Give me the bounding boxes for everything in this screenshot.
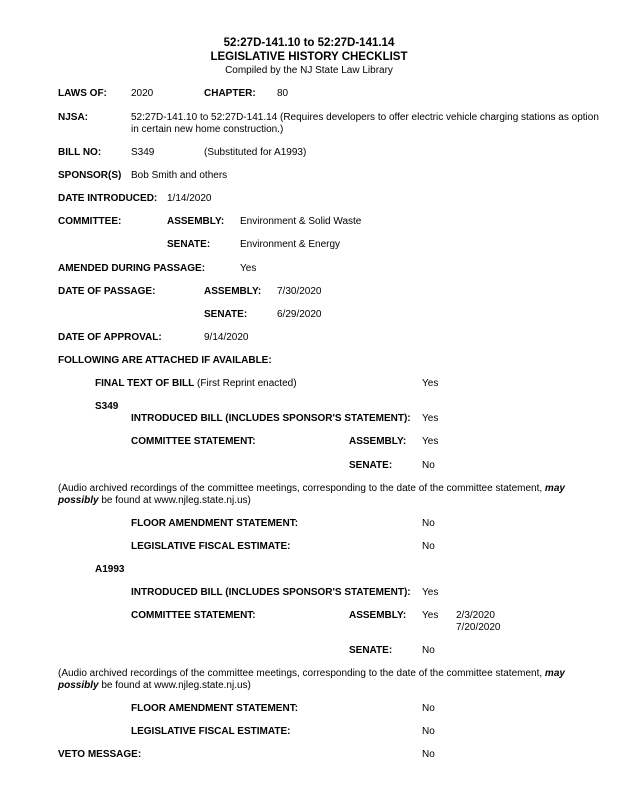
committee-senate-value: Environment & Energy [240,239,341,250]
committee-assembly-value: Environment & Solid Waste [240,216,362,227]
sponsors-value: Bob Smith and others [131,170,228,181]
s349-introduced-value: Yes [422,413,439,424]
a1993-heading: A1993 [95,564,125,575]
a1993-assembly-value: Yes [422,610,439,621]
audio-note-text-end: be found at www.njleg.state.nj.us) [98,495,251,506]
s349-assembly-label: ASSEMBLY: [349,436,407,447]
sponsors-label: SPONSOR(S) [58,170,122,181]
s349-floor-value: No [422,518,435,529]
a1993-committee-label: COMMITTEE STATEMENT: [131,610,256,621]
final-text-label: FINAL TEXT OF BILL [95,378,195,389]
s349-heading: S349 [95,401,119,412]
approval-label: DATE OF APPROVAL: [58,332,162,343]
a1993-fiscal-label: LEGISLATIVE FISCAL ESTIMATE: [131,726,291,737]
chapter-label: CHAPTER: [204,88,256,99]
committee-assembly-label: ASSEMBLY: [167,216,225,227]
veto-value: No [422,749,435,760]
audio-note [58,668,603,692]
audio-note-text: (Audio archived recordings of the committee meetings, corresponding to the date of the committee statement, [58,483,545,494]
bill-label: BILL NO: [58,147,102,158]
a1993-introduced-label: INTRODUCED BILL (INCLUDES SPONSOR'S STATEMENT): [131,587,411,598]
a1993-fiscal-value: No [422,726,435,737]
page-subtitle: Compiled by the NJ State Law Library [225,65,393,76]
passage-senate-label: SENATE: [204,309,248,320]
passage-assembly-label: ASSEMBLY: [204,286,262,297]
chapter-value: 80 [277,88,289,99]
final-text-note: (First Reprint enacted) [197,378,297,389]
a1993-floor-label: FLOOR AMENDMENT STATEMENT: [131,703,299,714]
a1993-introduced-value: Yes [422,587,439,598]
a1993-assembly-date: 7/20/2020 [456,622,501,633]
bill-value: S349 [131,147,155,158]
audio-note-text-end: be found at www.njleg.state.nj.us) [98,680,251,691]
njsa-label: NJSA: [58,112,89,123]
a1993-assembly-date: 2/3/2020 [456,610,495,621]
s349-introduced-label: INTRODUCED BILL (INCLUDES SPONSOR'S STATEMENT): [131,413,411,424]
audio-note-emphasis: may possibly [58,668,565,691]
amended-label: AMENDED DURING PASSAGE: [58,263,206,274]
committee-label: COMMITTEE: [58,216,122,227]
audio-note-emphasis: may possibly [58,483,565,506]
amended-value: Yes [240,263,257,274]
veto-label: VETO MESSAGE: [58,749,142,760]
a1993-floor-value: No [422,703,435,714]
a1993-senate-value: No [422,645,435,656]
s349-assembly-value: Yes [422,436,439,447]
committee-senate-label: SENATE: [167,239,211,250]
passage-senate-date: 6/29/2020 [277,309,322,320]
introduced-label: DATE INTRODUCED: [58,193,158,204]
introduced-value: 1/14/2020 [167,193,212,204]
s349-floor-label: FLOOR AMENDMENT STATEMENT: [131,518,299,529]
s349-senate-value: No [422,460,435,471]
s349-fiscal-label: LEGISLATIVE FISCAL ESTIMATE: [131,541,291,552]
passage-label: DATE OF PASSAGE: [58,286,156,297]
njsa-text: 52:27D-141.10 to 52:27D-141.14 (Requires developers to offer electric vehicle charging stations as option in certain new home construction.) [131,112,599,135]
a1993-senate-label: SENATE: [349,645,393,656]
audio-note-text: (Audio archived recordings of the committee meetings, corresponding to the date of the committee statement, [58,668,545,679]
page-title: 52:27D-141.10 to 52:27D-141.14 [223,37,395,49]
page-title-checklist: LEGISLATIVE HISTORY CHECKLIST [210,51,408,63]
laws-label: LAWS OF: [58,88,107,99]
attached-heading: FOLLOWING ARE ATTACHED IF AVAILABLE: [58,355,272,366]
s349-fiscal-value: No [422,541,435,552]
final-text-row [95,378,297,390]
audio-note [58,483,603,507]
s349-senate-label: SENATE: [349,460,393,471]
a1993-assembly-label: ASSEMBLY: [349,610,407,621]
final-text-value: Yes [422,378,439,389]
approval-value: 9/14/2020 [204,332,249,343]
bill-substitution-note: (Substituted for A1993) [204,147,307,158]
s349-committee-label: COMMITTEE STATEMENT: [131,436,256,447]
passage-assembly-date: 7/30/2020 [277,286,322,297]
laws-year: 2020 [131,88,154,99]
